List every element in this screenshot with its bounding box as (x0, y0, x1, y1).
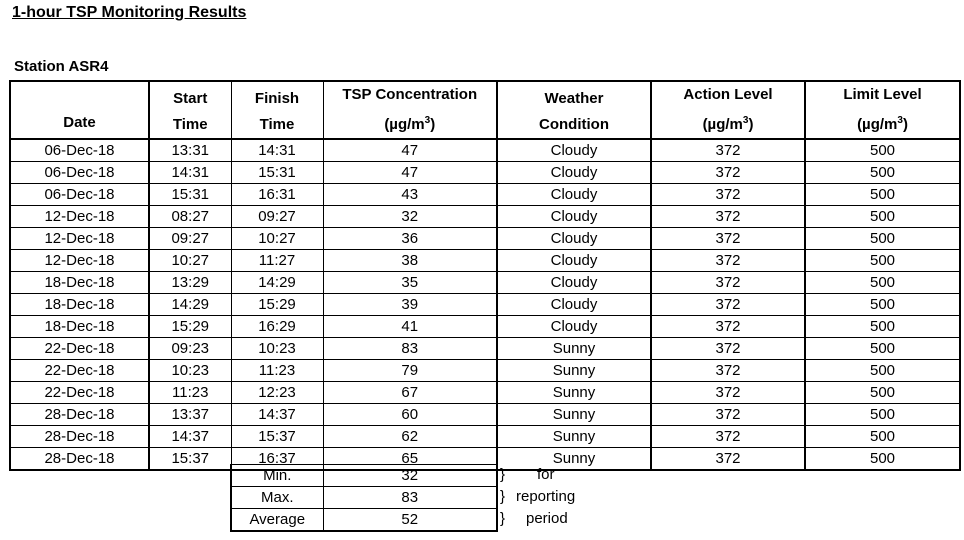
cell-tsp: 41 (323, 316, 497, 338)
column-header-limit-level: Limit Level $(\mu g/m^3)$ (805, 81, 960, 139)
cell-finish: 10:23 (231, 338, 323, 360)
cell-start: 14:31 (149, 162, 231, 184)
cell-date: 22-Dec-18 (10, 360, 149, 382)
summary-row (231, 465, 497, 487)
cell-date: 12-Dec-18 (10, 206, 149, 228)
cell-date: 18-Dec-18 (10, 294, 149, 316)
cell-finish: 16:29 (231, 316, 323, 338)
cell-tsp: 43 (323, 184, 497, 206)
cell-finish: 11:23 (231, 360, 323, 382)
cell-weather: Sunny (497, 404, 651, 426)
brace-mark: } (500, 466, 506, 483)
cell-weather: Sunny (497, 338, 651, 360)
cell-start: 11:23 (149, 382, 231, 404)
cell-date: 22-Dec-18 (10, 338, 149, 360)
table-row (10, 338, 960, 360)
cell-date: 06-Dec-18 (10, 162, 149, 184)
column-header-finish-time: Finish Time (231, 81, 323, 139)
cell-limit: 500 (805, 139, 960, 162)
cell-limit: 500 (805, 228, 960, 250)
cell-date: 18-Dec-18 (10, 316, 149, 338)
cell-limit: 500 (805, 448, 960, 471)
summary-label: Max. (231, 487, 323, 509)
cell-limit: 500 (805, 338, 960, 360)
summary-value: 52 (323, 509, 497, 532)
column-header-weather-condition: Weather Condition (497, 81, 651, 139)
tsp-results-table (9, 80, 961, 471)
cell-start: 13:31 (149, 139, 231, 162)
cell-action: 372 (651, 448, 805, 471)
summary-row (231, 487, 497, 509)
cell-action: 372 (651, 228, 805, 250)
table-row (10, 316, 960, 338)
cell-action: 372 (651, 426, 805, 448)
summary-row (231, 509, 497, 532)
table-header-row (10, 81, 960, 139)
cell-weather: Cloudy (497, 294, 651, 316)
column-header-action-level: Action Level $(\mu g/m^3)$ (651, 81, 805, 139)
summary-label: Average (231, 509, 323, 532)
cell-date: 28-Dec-18 (10, 404, 149, 426)
cell-action: 372 (651, 250, 805, 272)
cell-start: 15:37 (149, 448, 231, 471)
summary-note: reporting (516, 488, 576, 505)
cell-weather: Sunny (497, 426, 651, 448)
table-row (10, 360, 960, 382)
cell-finish: 14:29 (231, 272, 323, 294)
cell-start: 09:23 (149, 338, 231, 360)
cell-action: 372 (651, 184, 805, 206)
cell-action: 372 (651, 338, 805, 360)
cell-start: 13:29 (149, 272, 231, 294)
cell-finish: 16:31 (231, 184, 323, 206)
summary-note: for (537, 466, 555, 483)
cell-start: 15:29 (149, 316, 231, 338)
cell-weather: Cloudy (497, 184, 651, 206)
cell-date: 06-Dec-18 (10, 184, 149, 206)
cell-finish: 10:27 (231, 228, 323, 250)
cell-limit: 500 (805, 294, 960, 316)
cell-tsp: 32 (323, 206, 497, 228)
cell-start: 10:27 (149, 250, 231, 272)
cell-finish: 14:31 (231, 139, 323, 162)
cell-limit: 500 (805, 316, 960, 338)
cell-finish: 15:37 (231, 426, 323, 448)
cell-tsp: 35 (323, 272, 497, 294)
cell-limit: 500 (805, 272, 960, 294)
cell-finish: 16:37 (231, 448, 323, 471)
cell-limit: 500 (805, 162, 960, 184)
table-row (10, 272, 960, 294)
cell-finish: 14:37 (231, 404, 323, 426)
cell-start: 08:27 (149, 206, 231, 228)
column-header-date: Date (10, 81, 149, 139)
cell-weather: Cloudy (497, 316, 651, 338)
cell-limit: 500 (805, 250, 960, 272)
cell-start: 10:23 (149, 360, 231, 382)
cell-limit: 500 (805, 426, 960, 448)
table-row (10, 162, 960, 184)
table-row (10, 250, 960, 272)
cell-action: 372 (651, 360, 805, 382)
cell-date: 06-Dec-18 (10, 139, 149, 162)
cell-limit: 500 (805, 360, 960, 382)
cell-finish: 09:27 (231, 206, 323, 228)
cell-start: 15:31 (149, 184, 231, 206)
cell-limit: 500 (805, 382, 960, 404)
cell-weather: Cloudy (497, 206, 651, 228)
brace-mark: } (500, 510, 506, 527)
cell-tsp: 36 (323, 228, 497, 250)
summary-note: period (526, 510, 568, 527)
cell-date: 28-Dec-18 (10, 426, 149, 448)
cell-start: 14:29 (149, 294, 231, 316)
cell-tsp: 38 (323, 250, 497, 272)
cell-action: 372 (651, 382, 805, 404)
cell-date: 12-Dec-18 (10, 228, 149, 250)
cell-finish: 12:23 (231, 382, 323, 404)
table-row (10, 382, 960, 404)
cell-weather: Cloudy (497, 162, 651, 184)
table-row (10, 184, 960, 206)
cell-date: 28-Dec-18 (10, 448, 149, 471)
summary-table (230, 464, 498, 532)
cell-date: 18-Dec-18 (10, 272, 149, 294)
cell-finish: 15:29 (231, 294, 323, 316)
cell-finish: 11:27 (231, 250, 323, 272)
cell-date: 22-Dec-18 (10, 382, 149, 404)
cell-tsp: 83 (323, 338, 497, 360)
cell-action: 372 (651, 206, 805, 228)
cell-tsp: 60 (323, 404, 497, 426)
cell-finish: 15:31 (231, 162, 323, 184)
cell-limit: 500 (805, 404, 960, 426)
cell-tsp: 67 (323, 382, 497, 404)
table-row (10, 426, 960, 448)
cell-weather: Sunny (497, 360, 651, 382)
cell-tsp: 39 (323, 294, 497, 316)
cell-limit: 500 (805, 206, 960, 228)
cell-action: 372 (651, 294, 805, 316)
summary-value: 32 (323, 465, 497, 487)
cell-limit: 500 (805, 184, 960, 206)
table-row (10, 294, 960, 316)
table-row (10, 206, 960, 228)
cell-action: 372 (651, 139, 805, 162)
page-title: 1-hour TSP Monitoring Results (12, 4, 247, 21)
cell-weather: Sunny (497, 382, 651, 404)
summary-value: 83 (323, 487, 497, 509)
cell-weather: Cloudy (497, 250, 651, 272)
summary-label: Min. (231, 465, 323, 487)
cell-start: 13:37 (149, 404, 231, 426)
cell-tsp: 65 (323, 448, 497, 471)
table-row (10, 404, 960, 426)
cell-action: 372 (651, 272, 805, 294)
cell-action: 372 (651, 316, 805, 338)
cell-tsp: 47 (323, 139, 497, 162)
cell-start: 14:37 (149, 426, 231, 448)
cell-date: 12-Dec-18 (10, 250, 149, 272)
cell-tsp: 79 (323, 360, 497, 382)
cell-weather: Cloudy (497, 272, 651, 294)
station-label: Station ASR4 (14, 58, 109, 75)
cell-action: 372 (651, 162, 805, 184)
table-row (10, 228, 960, 250)
cell-weather: Cloudy (497, 139, 651, 162)
cell-tsp: 47 (323, 162, 497, 184)
column-header-tsp-concentration: TSP Concentration $(\mu g/m^3)$ (323, 81, 497, 139)
cell-weather: Sunny (497, 448, 651, 471)
column-header-start-time: Start Time (149, 81, 231, 139)
cell-weather: Cloudy (497, 228, 651, 250)
cell-tsp: 62 (323, 426, 497, 448)
cell-action: 372 (651, 404, 805, 426)
cell-start: 09:27 (149, 228, 231, 250)
table-row (10, 139, 960, 162)
brace-mark: } (500, 488, 506, 505)
